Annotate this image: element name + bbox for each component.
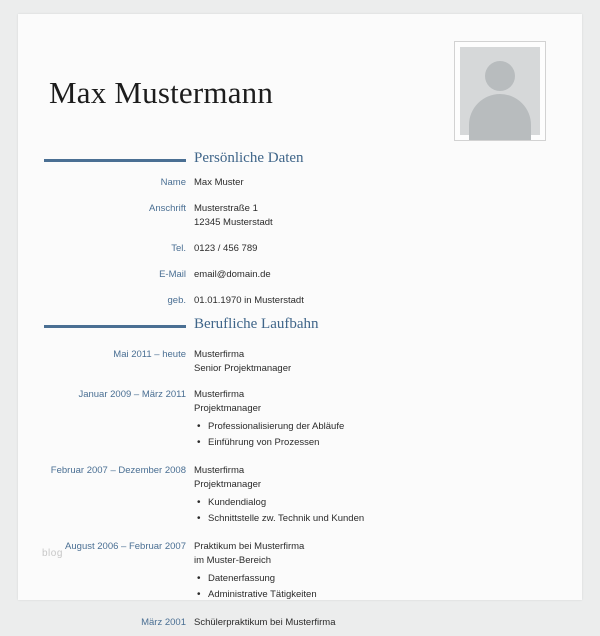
experience-row (18, 348, 582, 382)
list-item: • Professionalisierung der Abläufe (208, 419, 564, 435)
row-value: Max Muster (194, 177, 244, 188)
row-value: 01.01.1970 in Musterstadt (194, 295, 304, 306)
row-label: März 2001 (141, 617, 186, 628)
row-label: Tel. (171, 243, 186, 254)
section-header (18, 316, 582, 342)
row-label: Name (160, 177, 186, 188)
row-label: E-Mail (159, 269, 186, 280)
list-item: • Schnittstelle zw. Technik und Kunden (208, 511, 564, 527)
section-rule (44, 325, 186, 328)
row-value-line: Senior Projektmanager (194, 363, 292, 374)
row-value (194, 540, 564, 603)
row-label: geb. (167, 295, 186, 306)
section-career (18, 316, 582, 636)
experience-row (18, 540, 582, 610)
section-header (18, 150, 582, 176)
row-value-line: Praktikum bei Musterfirma (194, 541, 305, 552)
list-item: • Administrative Tätigkeiten (208, 587, 564, 603)
person-silhouette-icon (460, 47, 540, 135)
row-value-line: im Muster-Bereich (194, 555, 272, 566)
page-title: Max Mustermann (49, 74, 274, 110)
experience-row (18, 388, 582, 458)
list-item: • Kundendialog (208, 495, 564, 511)
row-value (194, 464, 564, 527)
bullet-list (194, 571, 564, 603)
row-value-line: Musterfirma (194, 389, 245, 400)
row-value (194, 348, 564, 376)
row-value (194, 388, 564, 451)
row-value[interactable]: email@domain.de (194, 269, 271, 280)
section-title: Persönliche Daten (194, 150, 304, 166)
data-row (18, 294, 582, 314)
section-personal-data (18, 150, 582, 314)
row-value: Schülerpraktikum bei Musterfirma (194, 617, 336, 628)
data-row (18, 242, 582, 262)
section-rule (44, 159, 186, 162)
experience-row (18, 616, 582, 636)
row-value-line: Projektmanager (194, 479, 262, 490)
row-value-line: Projektmanager (194, 403, 262, 414)
avatar (454, 41, 546, 141)
list-item: • Einführung von Prozessen (208, 435, 564, 451)
row-label: Januar 2009 – März 2011 (78, 389, 186, 400)
row-value-line: 12345 Musterstadt (194, 217, 273, 228)
data-row (18, 176, 582, 196)
watermark: blog (42, 548, 63, 559)
row-label: August 2006 – Februar 2007 (65, 541, 186, 552)
resume-page (18, 14, 582, 628)
row-value-line: Musterstraße 1 (194, 203, 258, 214)
bullet-list (194, 495, 564, 527)
row-label: Februar 2007 – Dezember 2008 (50, 465, 186, 476)
row-value: 0123 / 456 789 (194, 243, 258, 254)
data-row (18, 202, 582, 236)
row-label: Anschrift (149, 203, 186, 214)
bullet-list (194, 419, 564, 451)
row-value-line: Musterfirma (194, 349, 245, 360)
row-value (194, 202, 564, 230)
row-value-line: Musterfirma (194, 465, 245, 476)
section-title: Berufliche Laufbahn (194, 316, 319, 332)
experience-row (18, 464, 582, 534)
row-label: Mai 2011 – heute (113, 349, 186, 360)
list-item: • Datenerfassung (208, 571, 564, 587)
data-row (18, 268, 582, 288)
